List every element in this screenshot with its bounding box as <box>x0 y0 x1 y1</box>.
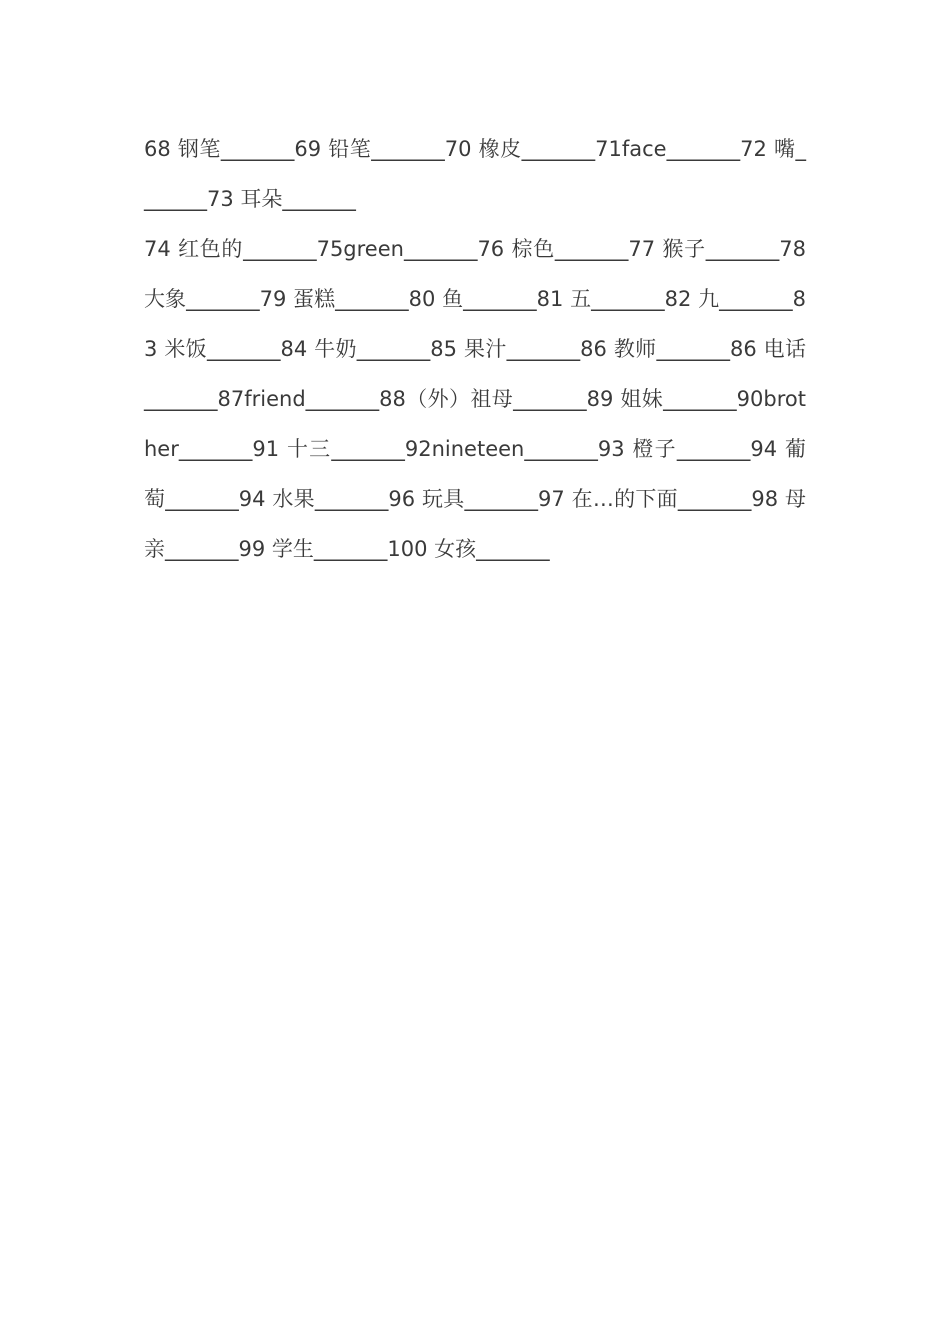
vocabulary-paragraph-2: 74 红色的_______75green_______76 棕色_______77 猴子_______78 大象_______79 蛋糕_______80 鱼_______81 五_______82 九_______83 米饭_______84 牛奶_______85 果汁_______86 教师_______86 电话_______87friend_______88（外）祖母_______89 姐妹_______90brother_______91 十三_______92nineteen_______93 橙子_______94 葡萄_______94 水果_______96 玩具_______97 在…的下面_______98 母亲_______99 学生_______100 女孩_______ <box>144 237 806 561</box>
vocabulary-paragraph-1: 68 钢笔_______69 铅笔_______70 橡皮_______71face_______72 嘴_______73 耳朵_______ <box>144 137 806 211</box>
document-body <box>144 124 806 574</box>
